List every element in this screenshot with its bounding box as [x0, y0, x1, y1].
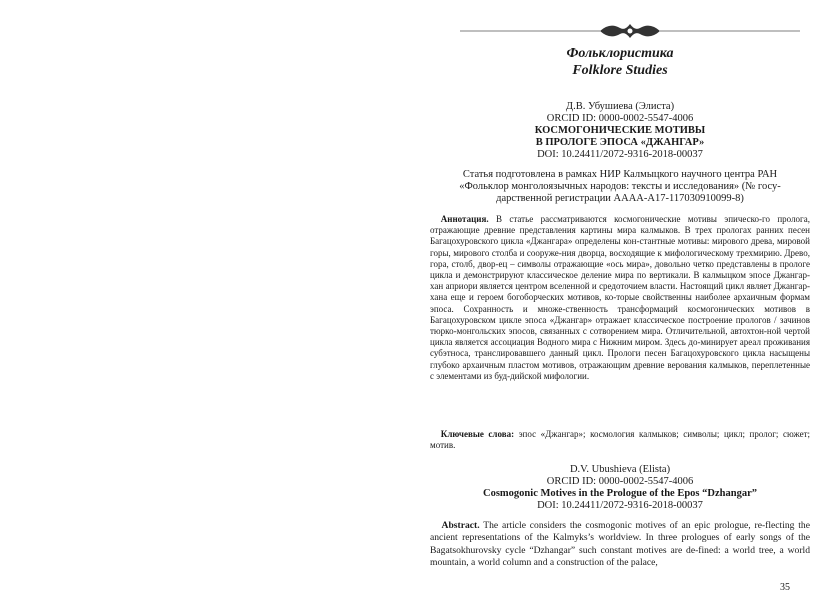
author-en: D.V. Ubushieva (Elista) — [569, 464, 671, 475]
abstract-ru — [430, 214, 810, 382]
section-title-ru: Фольклористика — [566, 46, 674, 61]
header-ornament-icon — [460, 18, 800, 44]
funding-line: дарственной регистрации АААА-А17-117030910099-8) — [496, 193, 744, 204]
doi-ru: DOI: 10.24411/2072-9316-2018-00037 — [537, 149, 703, 160]
funding-line: «Фольклор монголоязычных народов: тексты и исследования» (№ госу- — [459, 181, 781, 192]
abstract-en — [430, 520, 810, 570]
funding-note — [430, 169, 810, 205]
abstract-ru-text: В статье рассматриваются космогонические мотивы эпическо-го пролога, отражающие древние представления картины мира калмыков. В трех прологах ранних песен Багацохуровского цикла «Джангара» определены кон-стантные мотивы: мирового древа, мировой горы, мирового столба и сооруже-ния дворца, восходящие к мифологическому трехмирию. Древо, гора, столб, двор-ец – символы отражающие «ось мира», довольно четко представлены в прологе цикла и демонстрируют классическое деление мира по вертикали. В калмыцком эпосе Джангар-хан априори является центром вселенной и средоточием власти. Настоящий цикл являет Джангар-хана еще и героем богоборческих мотивов, ко-торые свойственны наиболее архаичным формам эпоса. Сохранность и множе-ственность трансформаций космогонических мотивов в Багацохуровском цикле эпоса «Джангар» отражает классическое построение прологов / зачинов тюрко-монгольских эпосов, связанных с сотворением мира. Отличительной, автохтон-ной чертой цикла является ассоциация Водного мира с Нижним миром. Здесь до-минирует ареал проживания субэтноса, транслировавшего данный цикл. Прологи песен Багацохуровского цикла насыщены глубоко архаичным пластом мотивов, отражающим древние верования калмыков, переплетенные с элементами из буд-дийской мифологии. — [430, 214, 810, 381]
abstract-ru-label: Аннотация. — [440, 214, 489, 224]
abstract-en-text: The article considers the cosmogonic motives of an epic prologue, re-flecting the ancient representations of the Kalmyks’s worldview. In three prologues of early songs of the Bagatsokhurovsky cycle “Dzhangar” such constant motives are de-fined: a world tree, a world mountain, a world column and a construction of the palace, — [430, 520, 810, 569]
keywords-ru-label: Ключевые слова: — [440, 429, 515, 439]
en-article-header — [430, 464, 810, 512]
keywords-ru-text: эпос «Джангар»; космология калмыков; символы; цикл; пролог; сюжет; мотив. — [430, 429, 810, 451]
orcid-en: ORCID ID: 0000-0002-5547-4006 — [546, 476, 694, 487]
doi-en: DOI: 10.24411/2072-9316-2018-00037 — [537, 500, 703, 511]
section-title-en: Folklore Studies — [572, 63, 668, 78]
page-number: 35 — [780, 582, 790, 593]
abstract-en-label: Abstract. — [441, 520, 480, 531]
funding-line: Статья подготовлена в рамках НИР Калмыцкого научного центра РАН — [462, 169, 778, 180]
article-title-ru-line2: В ПРОЛОГЕ ЭПОСА «ДЖАНГАР» — [535, 137, 705, 148]
article-title-en: Cosmogonic Motives in the Prologue of the Epos “Dzhangar” — [483, 488, 757, 499]
article-title-ru-line1: КОСМОГОНИЧЕСКИЕ МОТИВЫ — [534, 125, 706, 136]
orcid-ru: ORCID ID: 0000-0002-5547-4006 — [546, 113, 694, 124]
keywords-ru — [430, 429, 810, 451]
journal-page — [420, 0, 820, 609]
author-ru: Д.В. Убушиева (Элиста) — [565, 101, 675, 112]
ru-article-header — [430, 101, 810, 161]
